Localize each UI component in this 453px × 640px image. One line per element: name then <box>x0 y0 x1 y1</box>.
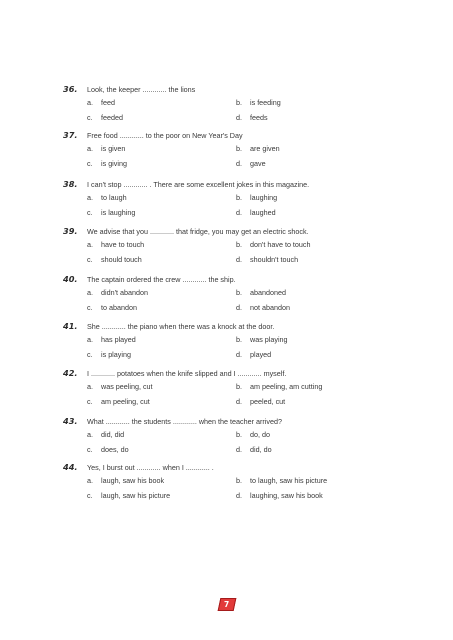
option-text: to laugh <box>101 193 127 202</box>
question-36 <box>63 84 423 128</box>
option-text: not abandon <box>250 303 290 312</box>
option-a[interactable] <box>87 98 236 107</box>
question-text: We advise that you ............ that fridge, you may get an electric shock. <box>87 227 309 236</box>
question-text: Free food ............ to the poor on New Year's Day <box>87 131 243 140</box>
option-letter: c. <box>87 113 93 122</box>
option-d[interactable] <box>236 208 386 217</box>
question-number: 44. <box>63 462 78 472</box>
option-letter: c. <box>87 350 93 359</box>
option-text: did, did <box>101 430 125 439</box>
option-text: to laugh, saw his picture <box>250 476 328 485</box>
option-letter: b. <box>236 193 242 202</box>
option-b[interactable] <box>236 335 386 344</box>
option-letter: a. <box>87 430 93 439</box>
option-text: was peeling, cut <box>101 382 153 391</box>
option-d[interactable] <box>236 113 386 122</box>
option-text: is laughing <box>101 208 136 217</box>
option-letter: c. <box>87 491 93 500</box>
option-text: am peeling, cut <box>101 397 150 406</box>
option-a[interactable] <box>87 335 236 344</box>
option-letter: c. <box>87 303 93 312</box>
option-b[interactable] <box>236 193 386 202</box>
option-letter: b. <box>236 476 242 485</box>
option-text: is giving <box>101 159 127 168</box>
option-text: are given <box>250 144 280 153</box>
option-text: laugh, saw his picture <box>101 491 171 500</box>
option-letter: d. <box>236 397 242 406</box>
option-c[interactable] <box>87 255 236 264</box>
option-text: abandoned <box>250 288 286 297</box>
option-d[interactable] <box>236 445 386 454</box>
option-c[interactable] <box>87 159 236 168</box>
question-number: 37. <box>63 130 78 140</box>
option-d[interactable] <box>236 303 386 312</box>
question-text: Yes, I burst out ............ when I ............ . <box>87 463 214 472</box>
option-letter: d. <box>236 113 242 122</box>
option-d[interactable] <box>236 255 386 264</box>
option-letter: d. <box>236 303 242 312</box>
option-letter: d. <box>236 159 242 168</box>
option-letter: a. <box>87 144 93 153</box>
question-number: 39. <box>63 226 78 236</box>
option-letter: a. <box>87 240 93 249</box>
question-43 <box>63 416 423 460</box>
question-39 <box>63 226 423 270</box>
option-text: does, do <box>101 445 129 454</box>
option-text: laughed <box>250 208 276 217</box>
option-text: feeded <box>101 113 123 122</box>
option-text: shouldn't touch <box>250 255 299 264</box>
option-b[interactable] <box>236 382 386 391</box>
question-text: I can't stop ............ . There are some excellent jokes in this magazine. <box>87 180 310 189</box>
page-number-badge <box>218 598 237 611</box>
question-number: 41. <box>63 321 78 331</box>
option-d[interactable] <box>236 491 386 500</box>
option-letter: d. <box>236 491 242 500</box>
option-b[interactable] <box>236 240 386 249</box>
option-d[interactable] <box>236 159 386 168</box>
option-text: to abandon <box>101 303 137 312</box>
option-letter: c. <box>87 255 93 264</box>
option-text: have to touch <box>101 240 145 249</box>
question-text: I ............ potatoes when the knife slipped and I ............ myself. <box>87 369 287 378</box>
option-a[interactable] <box>87 382 236 391</box>
option-text: didn't abandon <box>101 288 148 297</box>
option-text: don't have to touch <box>250 240 311 249</box>
option-c[interactable] <box>87 208 236 217</box>
option-text: laughing <box>250 193 278 202</box>
option-text: peeled, cut <box>250 397 286 406</box>
option-a[interactable] <box>87 476 236 485</box>
option-letter: a. <box>87 98 93 107</box>
option-b[interactable] <box>236 430 386 439</box>
option-text: is playing <box>101 350 131 359</box>
option-a[interactable] <box>87 240 236 249</box>
option-letter: b. <box>236 288 242 297</box>
option-c[interactable] <box>87 397 236 406</box>
option-letter: c. <box>87 445 93 454</box>
option-text: feeds <box>250 113 268 122</box>
option-a[interactable] <box>87 193 236 202</box>
question-text: The captain ordered the crew ............ the ship. <box>87 275 236 284</box>
option-text: did, do <box>250 445 272 454</box>
option-letter: d. <box>236 208 242 217</box>
option-text: gave <box>250 159 266 168</box>
question-38 <box>63 179 423 223</box>
option-letter: d. <box>236 445 242 454</box>
option-c[interactable] <box>87 113 236 122</box>
option-letter: b. <box>236 335 242 344</box>
option-d[interactable] <box>236 397 386 406</box>
option-b[interactable] <box>236 288 386 297</box>
option-letter: b. <box>236 430 242 439</box>
option-c[interactable] <box>87 491 236 500</box>
option-letter: b. <box>236 382 242 391</box>
option-letter: a. <box>87 193 93 202</box>
option-letter: c. <box>87 159 93 168</box>
question-text: Look, the keeper ............ the lions <box>87 85 196 94</box>
option-letter: a. <box>87 335 93 344</box>
option-a[interactable] <box>87 288 236 297</box>
option-letter: a. <box>87 288 93 297</box>
option-text: do, do <box>250 430 270 439</box>
option-text: laugh, saw his book <box>101 476 165 485</box>
question-40 <box>63 274 423 318</box>
option-text: has played <box>101 335 136 344</box>
option-a[interactable] <box>87 430 236 439</box>
question-text: She ............ the piano when there was a knock at the door. <box>87 322 275 331</box>
question-text: What ............ the students ............ when the teacher arrived? <box>87 417 282 426</box>
option-text: is feeding <box>250 98 281 107</box>
option-letter: b. <box>236 144 242 153</box>
option-letter: c. <box>87 397 93 406</box>
option-letter: b. <box>236 240 242 249</box>
option-letter: b. <box>236 98 242 107</box>
option-b[interactable] <box>236 476 386 485</box>
option-a[interactable] <box>87 144 236 153</box>
option-c[interactable] <box>87 303 236 312</box>
question-44 <box>63 462 423 506</box>
question-37 <box>63 130 423 174</box>
question-number: 38. <box>63 179 78 189</box>
option-text: played <box>250 350 272 359</box>
option-d[interactable] <box>236 350 386 359</box>
question-number: 42. <box>63 368 78 378</box>
option-c[interactable] <box>87 350 236 359</box>
option-text: laughing, saw his book <box>250 491 323 500</box>
option-letter: a. <box>87 382 93 391</box>
question-number: 40. <box>63 274 78 284</box>
option-text: is given <box>101 144 126 153</box>
option-letter: d. <box>236 255 242 264</box>
option-b[interactable] <box>236 144 386 153</box>
option-letter: c. <box>87 208 93 217</box>
page-number: 7 <box>224 600 230 609</box>
question-41 <box>63 321 423 365</box>
option-text: was playing <box>250 335 288 344</box>
question-number: 36. <box>63 84 78 94</box>
option-b[interactable] <box>236 98 386 107</box>
question-42 <box>63 368 423 412</box>
option-letter: d. <box>236 350 242 359</box>
option-text: am peeling, am cutting <box>250 382 323 391</box>
option-letter: a. <box>87 476 93 485</box>
question-number: 43. <box>63 416 78 426</box>
option-text: should touch <box>101 255 142 264</box>
option-c[interactable] <box>87 445 236 454</box>
option-text: feed <box>101 98 115 107</box>
